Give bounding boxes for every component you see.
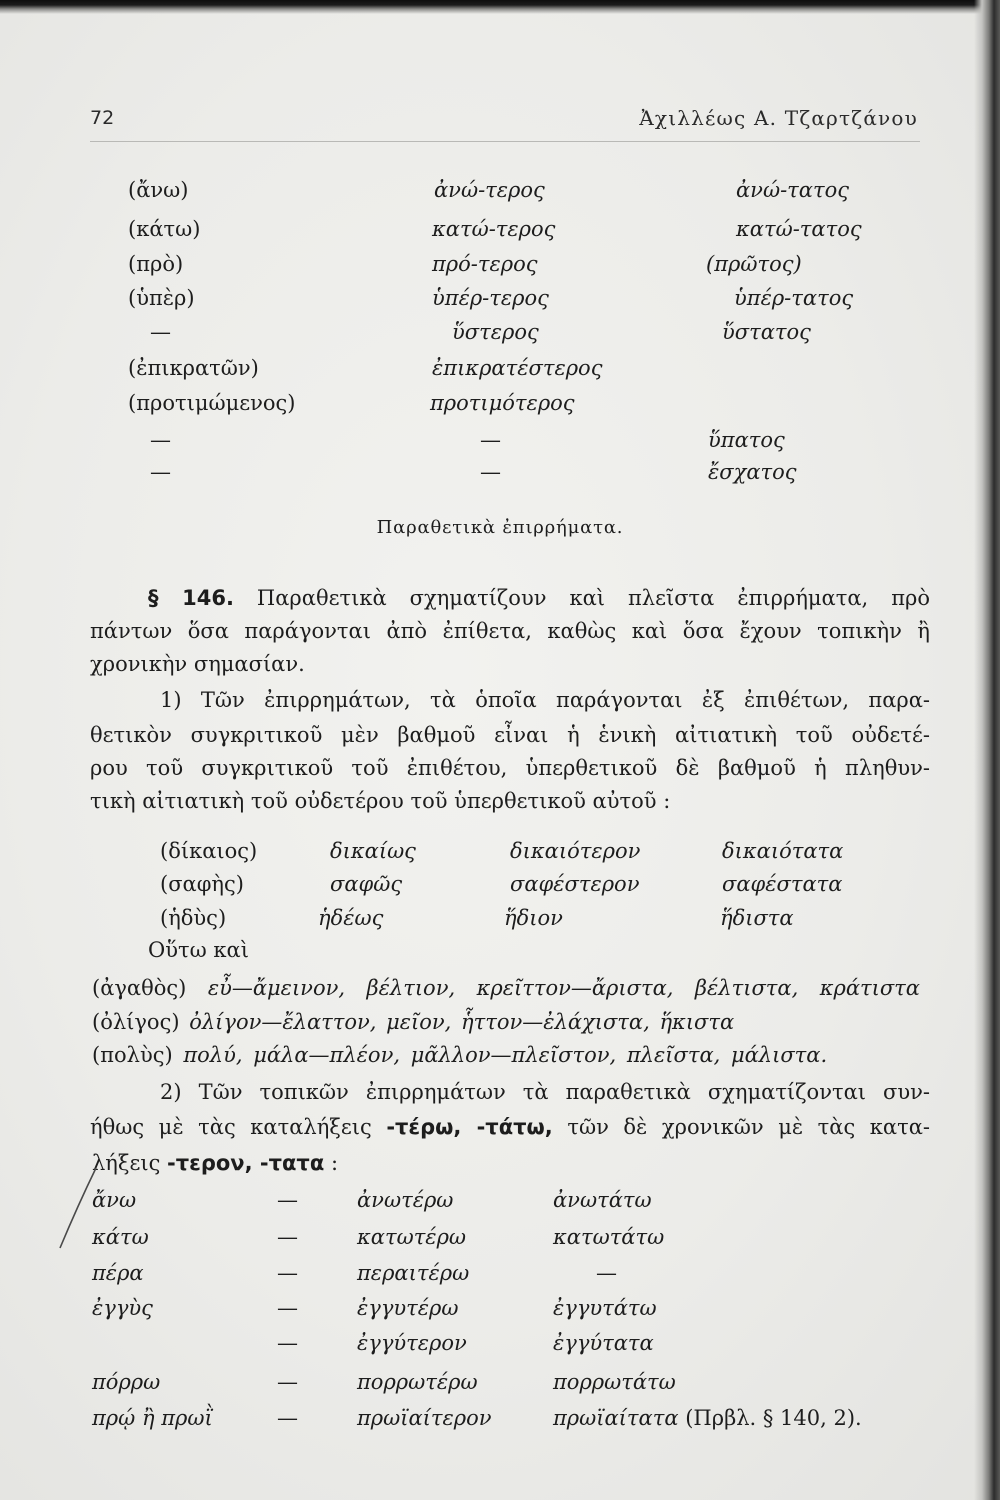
cross-reference-note: (Πρβλ. § 140, 2).: [685, 1406, 862, 1430]
paragraph-line: 2) Τῶν τοπικῶν ἐπιρρημάτων τὰ παραθετικὰ σχηματίζονται συν-: [160, 1080, 930, 1104]
superlative-cell: πρωϊαίτατα: [553, 1406, 679, 1430]
irregular-row: [92, 972, 920, 1004]
paragraph-line: [90, 1111, 930, 1143]
comparative-cell: ἥδιον: [504, 906, 563, 930]
dash-cell: —: [277, 1296, 298, 1320]
paragraph-line: [148, 582, 930, 614]
paragraph-line: τικὴ αἰτιατικὴ τοῦ οὐδετέρου τοῦ ὑπερθετικοῦ αὐτοῦ :: [90, 789, 671, 813]
place-row: [0, 1292, 1000, 1324]
comparative-cell: ἀνωτέρω: [357, 1188, 454, 1212]
paragraph-line: χρονικὴν σημασίαν.: [90, 652, 305, 676]
place-row: [0, 1257, 1000, 1289]
superlative-cell: δικαιότατα: [722, 839, 844, 863]
adverb-cell: κάτω: [92, 1225, 149, 1249]
superlative-cell: κατωτάτω: [553, 1225, 665, 1249]
comparative-cell: ὑπέρ-τερος: [432, 286, 549, 310]
base-cell: (κάτω): [128, 217, 201, 241]
base-cell: (ἐπικρατῶν): [128, 356, 259, 380]
comparative-cell: ἐγγύτερον: [357, 1331, 467, 1355]
comparative-cell: πρωϊαίτερον: [357, 1406, 492, 1430]
comparison-row: [0, 316, 1000, 348]
irregular-forms: εὖ—ἄμεινον, βέλτιον, κρεῖττον—ἄριστα, βέλτιστα, κράτιστα: [207, 976, 920, 1000]
base-cell: —: [150, 460, 171, 484]
base-cell: (ὑπὲρ): [128, 286, 195, 310]
running-title: Ἀχιλλέως Α. Τζαρτζάνου: [639, 106, 918, 130]
scan-edge-top: [0, 0, 1000, 14]
paragraph-text: Παραθετικὰ σχηματίζουν καὶ πλεῖστα ἐπιρρήματα, πρὸ: [256, 586, 930, 610]
irregular-forms: ὀλίγον—ἔλαττον, μεῖον, ἧττον—ἐλάχιστα, ἥκιστα: [189, 1010, 735, 1034]
comparative-cell: —: [480, 428, 501, 452]
comparison-row: [0, 213, 1000, 245]
comparative-cell: περαιτέρω: [357, 1261, 470, 1285]
base-cell: —: [150, 428, 171, 452]
superlative-cell: σαφέστατα: [722, 872, 843, 896]
comparison-row: [0, 424, 1000, 456]
positive-cell: ἡδέως: [318, 906, 384, 930]
adverb-cell: πέρα: [92, 1261, 144, 1285]
adverb-row: [0, 868, 1000, 900]
superlative-cell: πορρωτάτω: [553, 1370, 676, 1394]
paragraph-line: ρου τοῦ συγκριτικοῦ τοῦ ἐπιθέτου, ὑπερθετικοῦ δὲ βαθμοῦ ἡ πληθυν-: [90, 756, 930, 780]
place-row: [0, 1184, 1000, 1216]
irregular-row: [92, 1039, 827, 1071]
place-row: [0, 1221, 1000, 1253]
comparative-cell: ἐπικρατέστερος: [432, 356, 603, 380]
adverb-cell: ἄνω: [92, 1188, 137, 1212]
place-row: [0, 1327, 1000, 1359]
comparative-cell: κατώ-τερος: [432, 217, 556, 241]
paragraph-text: λήξεις: [92, 1151, 161, 1175]
paragraph-text: ήθως μὲ τὰς καταλήξεις: [90, 1115, 372, 1139]
section-heading: Παραθετικὰ ἐπιρρήματα.: [376, 517, 624, 538]
suffix-bold: -τέρω, -τάτω,: [386, 1115, 553, 1139]
paragraph-text: τῶν δὲ χρονικῶν μὲ τὰς κατα-: [567, 1115, 930, 1139]
dash-cell: —: [277, 1406, 298, 1430]
dash-cell: —: [277, 1261, 298, 1285]
superlative-cell: κατώ-τατος: [736, 217, 862, 241]
comparative-cell: πρό-τερος: [432, 252, 538, 276]
paragraph-line: θετικὸν συγκριτικοῦ μὲν βαθμοῦ εἶναι ἡ ἑνικὴ αἰτιατικὴ τοῦ οὐδετέ-: [90, 723, 930, 747]
superlative-cell: ὕπατος: [708, 428, 785, 452]
comparative-cell: σαφέστερον: [510, 872, 640, 896]
irregular-adjective: (ἀγαθὸς): [92, 976, 187, 1000]
place-row: [0, 1366, 1000, 1398]
page-number: 72: [90, 107, 115, 129]
adjective-cell: (ἡδὺς): [160, 906, 227, 930]
irregular-row: [92, 1006, 734, 1038]
positive-cell: δικαίως: [330, 839, 416, 863]
adverb-row: [0, 835, 1000, 867]
superlative-cell: ἐγγύτατα: [553, 1331, 654, 1355]
base-cell: (προτιμώμενος): [128, 391, 296, 415]
adverb-cell: πόρρω: [92, 1370, 161, 1394]
superlative-cell: ἀνωτάτω: [553, 1188, 652, 1212]
comparative-cell: ἀνώ-τερος: [434, 178, 545, 202]
positive-cell: σαφῶς: [330, 872, 403, 896]
irregular-forms: πολύ, μάλα—πλέον, μᾶλλον—πλεῖστον, πλεῖστα, μάλιστα.: [183, 1043, 828, 1067]
superlative-cell: ἥδιστα: [720, 906, 794, 930]
comparison-row: [0, 282, 1000, 314]
comparison-row: [0, 456, 1000, 488]
comparison-row: [0, 174, 1000, 206]
paragraph-line: 1) Τῶν ἐπιρρημάτων, τὰ ὁποῖα παράγονται ἐξ ἐπιθέτων, παρα-: [160, 688, 930, 712]
superlative-cell: ἐγγυτάτω: [553, 1296, 657, 1320]
suffix-bold: -τερον, -τατα: [167, 1151, 325, 1175]
superlative-cell: (πρῶτος): [706, 252, 802, 276]
irregular-adjective: (πολὺς): [92, 1043, 173, 1067]
dash-cell: —: [277, 1331, 298, 1355]
superlative-cell: —: [596, 1261, 617, 1285]
comparison-row: [0, 352, 1000, 384]
comparative-cell: δικαιότερον: [510, 839, 641, 863]
paragraph-text: :: [330, 1151, 339, 1175]
base-cell: (πρὸ): [128, 252, 184, 276]
comparative-cell: πορρωτέρω: [357, 1370, 478, 1394]
place-row: [0, 1402, 1000, 1434]
superlative-with-note: [553, 1402, 862, 1434]
comparative-cell: κατωτέρω: [357, 1225, 467, 1249]
header-rule: [90, 141, 920, 142]
base-cell: (ἄνω): [128, 178, 189, 202]
dash-cell: —: [277, 1370, 298, 1394]
comparative-cell: ὕστερος: [452, 320, 539, 344]
adverb-row: [0, 902, 1000, 934]
section-number: § 146.: [148, 586, 234, 610]
comparative-cell: ἐγγυτέρω: [357, 1296, 459, 1320]
comparative-cell: —: [480, 460, 501, 484]
irregular-intro: Οὕτω καὶ: [148, 938, 249, 962]
paragraph-line: [92, 1147, 338, 1179]
comparison-row: [0, 248, 1000, 280]
dash-cell: —: [277, 1188, 298, 1212]
superlative-cell: ἀνώ-τατος: [736, 178, 849, 202]
adverb-cell: ἐγγὺς: [92, 1296, 153, 1320]
dash-cell: —: [277, 1225, 298, 1249]
comparison-row: [0, 387, 1000, 419]
comparative-cell: προτιμότερος: [430, 391, 575, 415]
superlative-cell: ὕστατος: [722, 320, 811, 344]
adjective-cell: (δίκαιος): [160, 839, 258, 863]
irregular-adjective: (ὀλίγος): [92, 1010, 180, 1034]
superlative-cell: ὑπέρ-τατος: [734, 286, 854, 310]
base-cell: —: [150, 320, 171, 344]
superlative-cell: ἔσχατος: [708, 460, 797, 484]
adverb-cell: πρῴ ἢ πρωῒ: [92, 1406, 213, 1430]
adjective-cell: (σαφὴς): [160, 872, 244, 896]
paragraph-line: πάντων ὅσα παράγονται ἀπὸ ἐπίθετα, καθὼς καὶ ὅσα ἔχουν τοπικὴν ἢ: [90, 619, 930, 643]
